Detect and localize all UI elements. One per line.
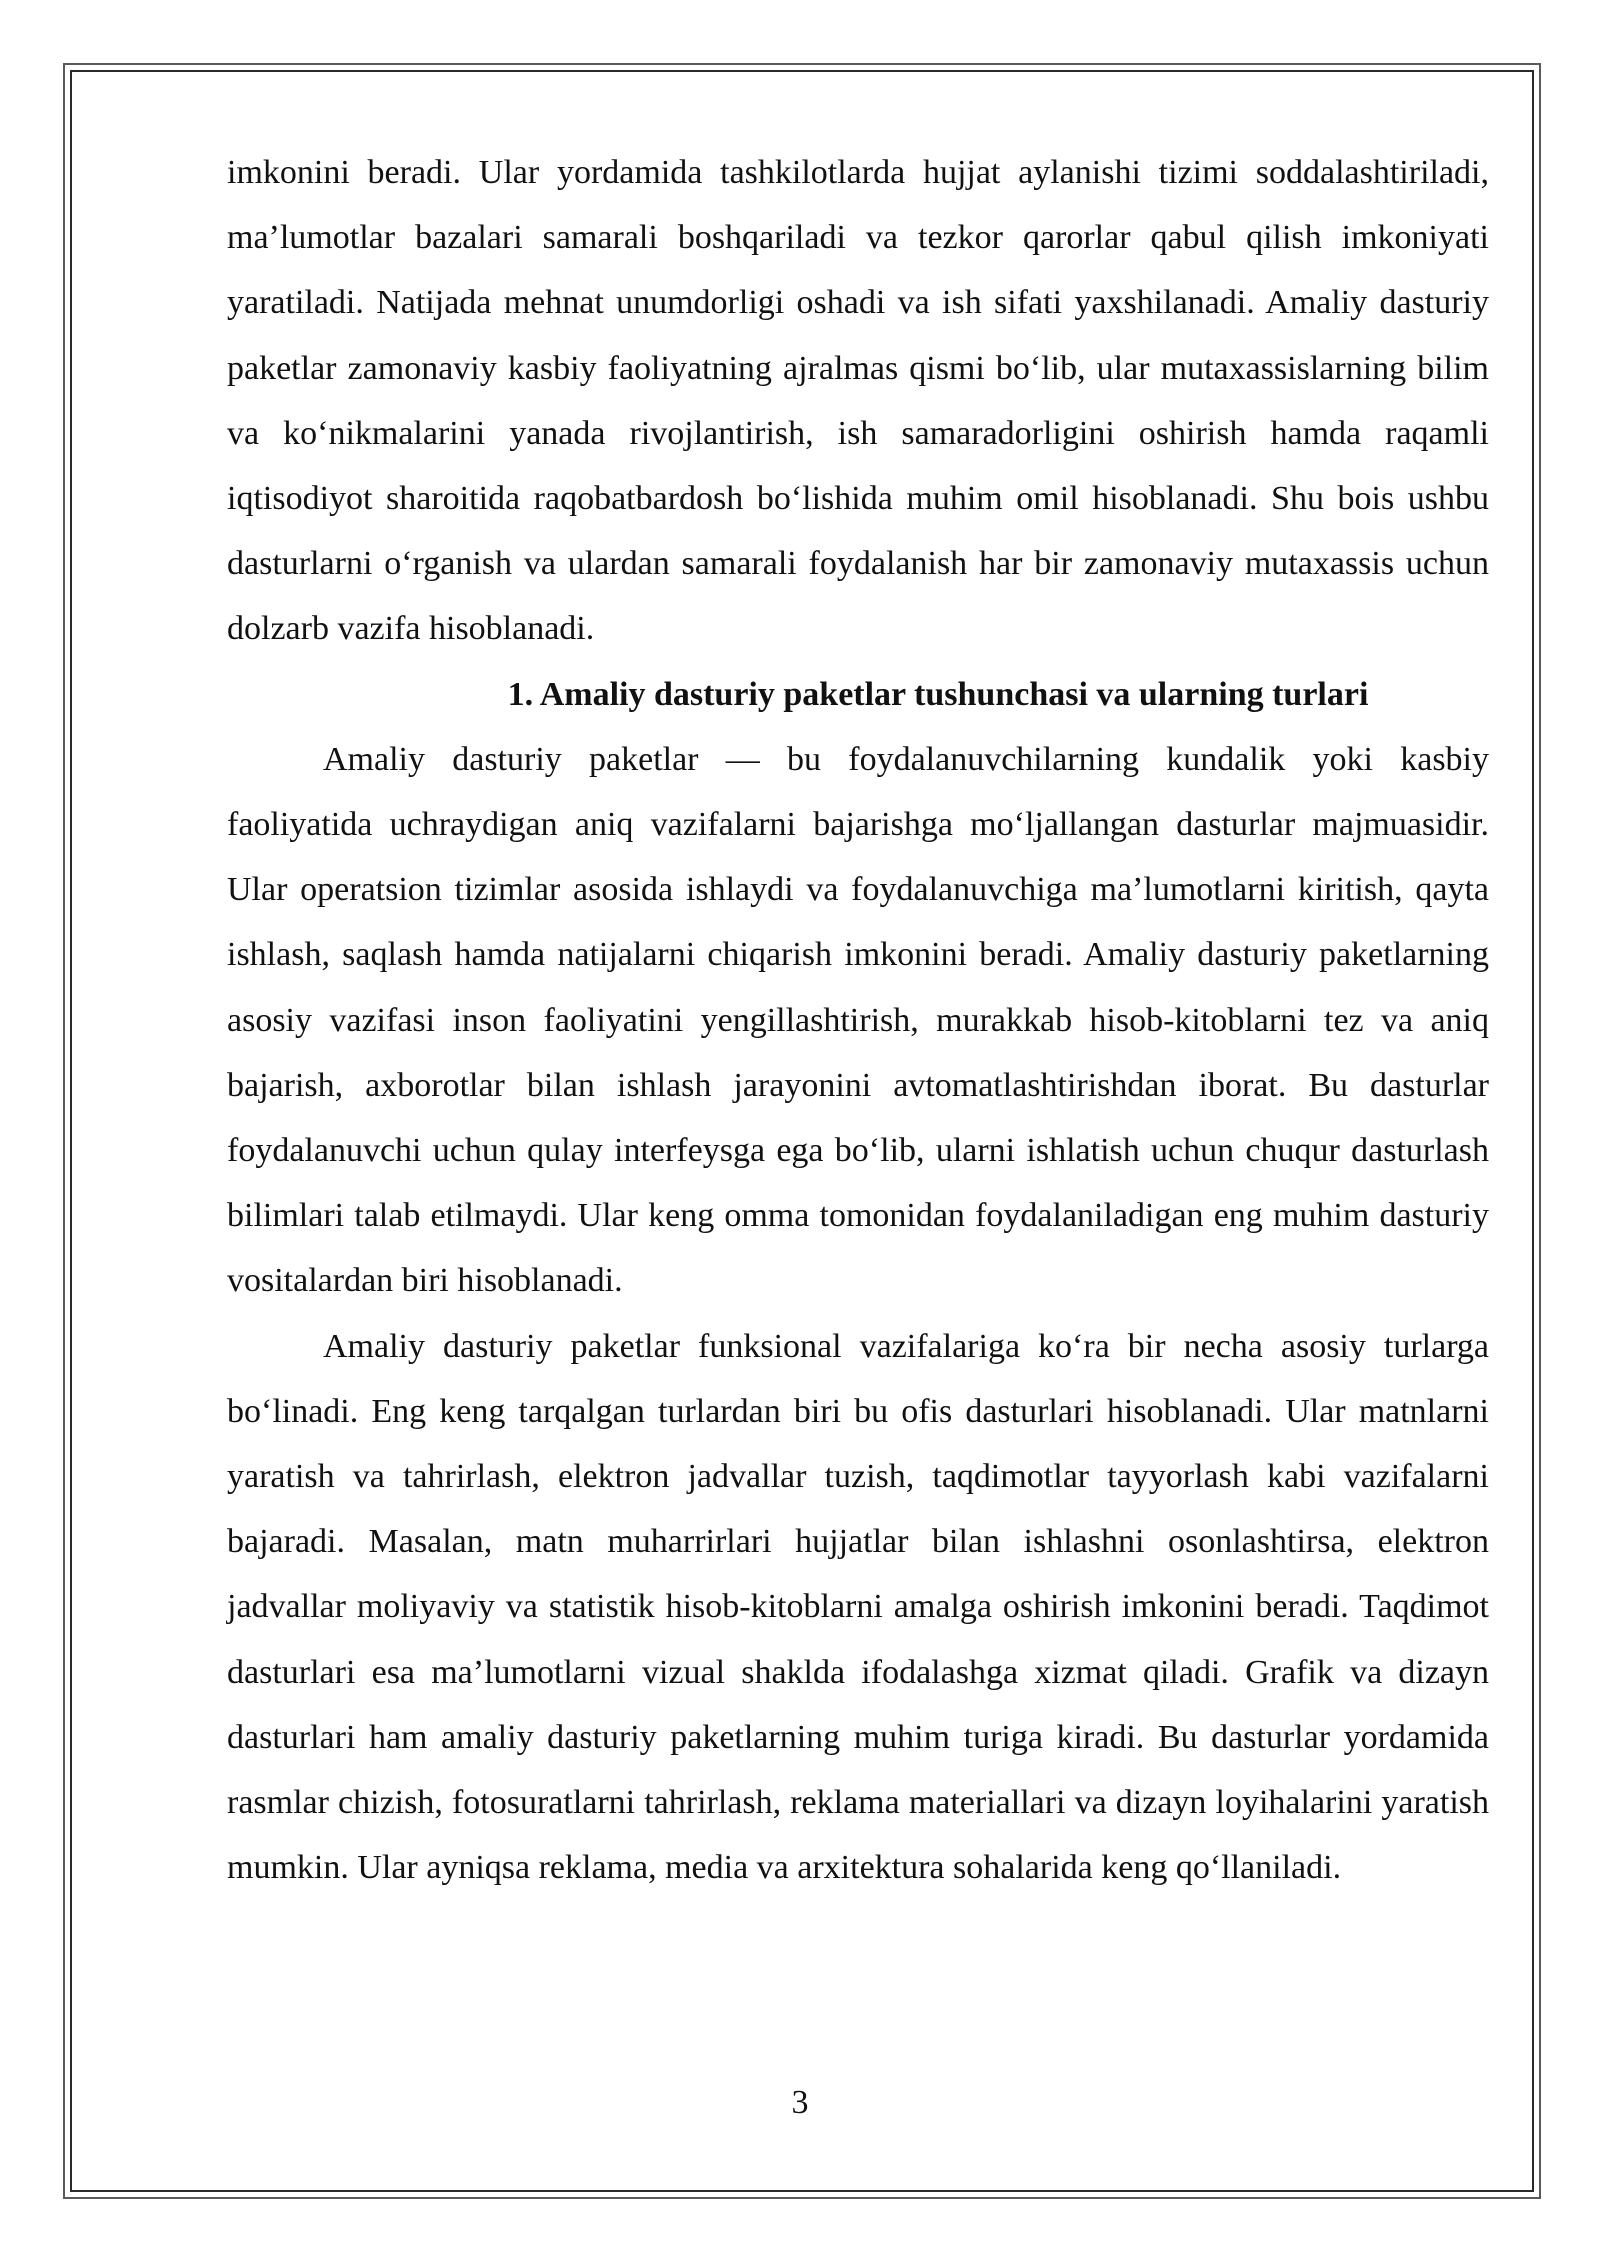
paragraph-intro-continuation: imkonini beradi. Ular yordamida tashkilotlarda hujjat aylanishi tizimi soddalashtiriladi, ma’lumotlar bazalari samarali boshqariladi va tezkor qarorlar qabul qilish imkoniyati yaratiladi. Natijada mehnat unumdorligi oshadi va ish sifati yaxshilanadi. Amaliy dasturiy paketlar zamonaviy kasbiy faoliyatning ajralmas qismi bo‘lib, ular mutaxassislarning bilim va ko‘nikmalarini yanada rivojlantirish, ish samaradorligini oshirish hamda raqamli iqtisodiyot sharoitida raqobatbardosh bo‘lishida muhim omil hisoblanadi. Shu bois ushbu dasturlarni o‘rganish va ulardan samarali foydalanish har bir zamonaviy mutaxassis uchun dolzarb vazifa hisoblanadi. [227,154,1489,648]
paragraph-definition: Amaliy dasturiy paketlar — bu foydalanuvchilarning kundalik yoki kasbiy faoliyatida uchraydigan aniq vazifalarni bajarishga mo‘ljallangan dasturlar majmuasidir. Ular operatsion tizimlar asosida ishlaydi va foydalanuvchiga ma’lumotlarni kiritish, qayta ishlash, saqlash hamda natijalarni chiqarish imkonini beradi. Amaliy dasturiy paketlarning asosiy vazifasi inson faoliyatini yengillashtirish, murakkab hisob-kitoblarni tez va aniq bajarish, axborotlar bilan ishlash jarayonini avtomatlashtirishdan iborat. Bu dasturlar foydalanuvchi uchun qulay interfeysga ega bo‘lib, ularni ishlatish uchun chuqur dasturlash bilimlari talab etilmaydi. Ular keng omma tomonidan foydalaniladigan eng muhim dasturiy vositalardan biri hisoblanadi. [227,740,1489,1300]
section-heading: 1. Amaliy dasturiy paketlar tushunchasi va ularning turlari [507,675,1369,713]
page-number: 3 [791,2084,809,2121]
paragraph-types: Amaliy dasturiy paketlar funksional vazifalariga ko‘ra bir necha asosiy turlarga bo‘linadi. Eng keng tarqalgan turlardan biri bu ofis dasturlari hisoblanadi. Ular matnlarni yaratish va tahrirlash, elektron jadvallar tuzish, taqdimotlar tayyorlash kabi vazifalarni bajaradi. Masalan, matn muharrirlari hujjatlar bilan ishlashni osonlashtirsa, elektron jadvallar moliyaviy va statistik hisob-kitoblarni amalga oshirish imkonini beradi. Taqdimot dasturlari esa ma’lumotlarni vizual shaklda ifodalashga xizmat qiladi. Grafik va dizayn dasturlari ham amaliy dasturiy paketlarning muhim turiga kiradi. Bu dasturlar yordamida rasmlar chizish, fotosuratlarni tahrirlash, reklama materiallari va dizayn loyihalarini yaratish mumkin. Ular ayniqsa reklama, media va arxitektura sohalarida keng qo‘llaniladi. [227,1327,1489,1887]
page-body [227,140,1489,1900]
